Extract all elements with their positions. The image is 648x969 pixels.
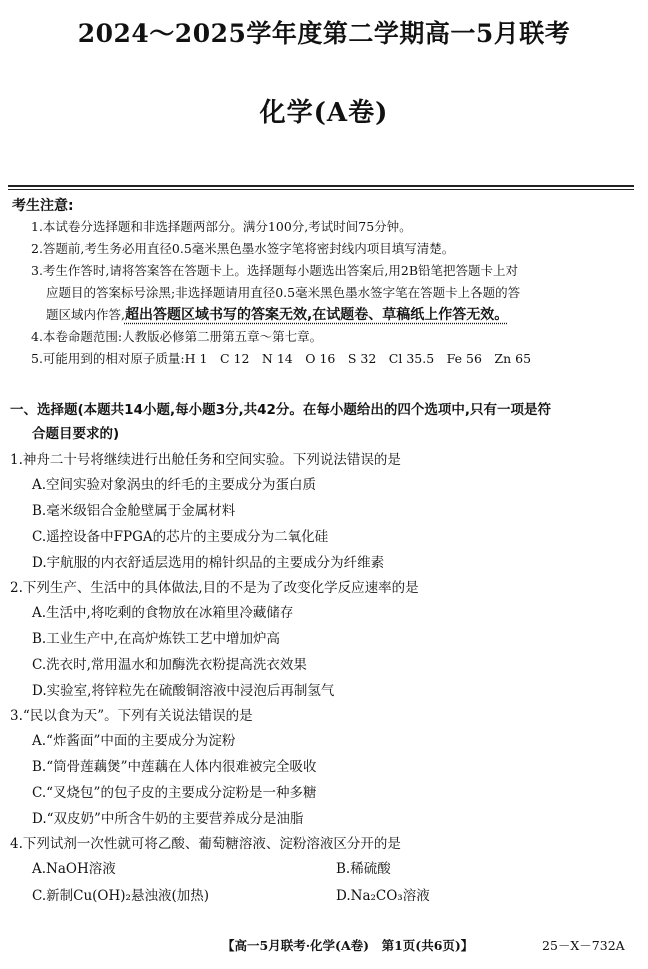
question-3-stem: 3.“民以食为天”。下列有关说法错误的是 xyxy=(10,708,253,724)
question-1 xyxy=(10,448,640,576)
notice-item-3-emphasis: 超出答题区域书写的答案无效,在试题卷、草稿纸上作答无效。 xyxy=(124,307,509,323)
notice-item-3-plain: 题区域内作答, xyxy=(46,307,125,322)
question-3-option-c: C.“叉烧包”的包子皮的主要成分淀粉是一种多糖 xyxy=(32,785,317,801)
notice-title: 考生注意: xyxy=(12,198,74,214)
question-3-option-b: B.“筒骨莲藕煲”中莲藕在人体内很难被完全吸收 xyxy=(32,759,317,775)
question-4-option-c: C.新制Cu(OH)₂悬浊液(加热) xyxy=(32,888,209,904)
question-1-option-a: A.空间实验对象涡虫的纤毛的主要成分为蛋白质 xyxy=(32,477,317,493)
question-4 xyxy=(10,832,640,910)
notice-item-2: 2.答题前,考生务必用直径0.5毫米黑色墨水签字笔将密封线内项目填写清楚。 xyxy=(31,241,455,256)
section-1-header xyxy=(10,398,640,446)
question-4-option-a: A.NaOH溶液 xyxy=(32,861,116,877)
header-divider-thin xyxy=(8,189,634,190)
question-2-option-c: C.洗衣时,常用温水和加酶洗衣粉提高洗衣效果 xyxy=(32,657,307,673)
section-1-header-line-1: 一、选择题(本题共14小题,每小题3分,共42分。在每小题给出的四个选项中,只有一项是符 xyxy=(10,402,552,418)
header-divider-thick xyxy=(8,185,634,187)
question-2-option-b: B.工业生产中,在高炉炼铁工艺中增加炉高 xyxy=(32,631,281,647)
question-1-option-c: C.遥控设备中FPGA的芯片的主要成分为二氧化硅 xyxy=(32,529,329,545)
footer-page-info: 【高一5月联考·化学(A卷) 第1页(共6页)】 xyxy=(222,938,474,953)
question-3-option-a: A.“炸酱面”中面的主要成分为淀粉 xyxy=(32,733,236,749)
question-4-options-row-2 xyxy=(10,883,640,910)
question-1-option-d: D.宇航服的内衣舒适层选用的棉针织品的主要成分为纤维素 xyxy=(32,555,385,571)
question-4-option-d: D.Na₂CO₃溶液 xyxy=(336,888,430,904)
question-4-stem: 4.下列试剂一次性就可将乙酸、葡萄糖溶液、淀粉溶液区分开的是 xyxy=(10,836,401,852)
notice-item-3: 3.考生作答时,请将答案答在答题卡上。选择题每小题选出答案后,用2B铅笔把答题卡上对 xyxy=(31,263,519,278)
question-1-stem: 1.神舟二十号将继续进行出舱任务和空间实验。下列说法错误的是 xyxy=(10,452,401,468)
section-1-header-line-2: 合题目要求的) xyxy=(32,426,120,442)
footer-paper-code: 25－X－732A xyxy=(542,938,625,953)
question-2-option-d: D.实验室,将锌粒先在硫酸铜溶液中浸泡后再制氢气 xyxy=(32,683,335,699)
question-3-option-d: D.“双皮奶”中所含牛奶的主要营养成分是油脂 xyxy=(32,811,304,827)
notice-item-5: 5.可能用到的相对原子质量:H 1 C 12 N 14 O 16 S 32 Cl 35.5 Fe 56 Zn 65 xyxy=(31,351,532,366)
question-2-stem: 2.下列生产、生活中的具体做法,目的不是为了改变化学反应速率的是 xyxy=(10,580,419,596)
notice-item-1: 1.本试卷分选择题和非选择题两部分。满分100分,考试时间75分钟。 xyxy=(31,219,412,234)
subject-title: 化学(A卷) xyxy=(259,98,389,128)
notice-item-3-cont-2 xyxy=(31,304,635,326)
question-1-option-b: B.毫米级铝合金舱壁属于金属材料 xyxy=(32,503,236,519)
notice-list xyxy=(31,216,635,370)
question-3 xyxy=(10,704,640,832)
notice-item-3-cont: 应题目的答案标号涂黑;非选择题请用直径0.5毫米黑色墨水签字笔在答题卡上各题的答 xyxy=(46,285,521,300)
question-2 xyxy=(10,576,640,704)
notice-item-4: 4.本卷命题范围:人教版必修第二册第五章～第七章。 xyxy=(31,329,323,344)
question-2-option-a: A.生活中,将吃剩的食物放在冰箱里冷藏储存 xyxy=(32,605,294,621)
exam-title: 2024～2025学年度第二学期高一5月联考 xyxy=(77,19,571,48)
question-4-options-row-1 xyxy=(10,856,640,883)
question-4-option-b: B.稀硫酸 xyxy=(336,861,391,877)
question-list xyxy=(10,448,640,910)
